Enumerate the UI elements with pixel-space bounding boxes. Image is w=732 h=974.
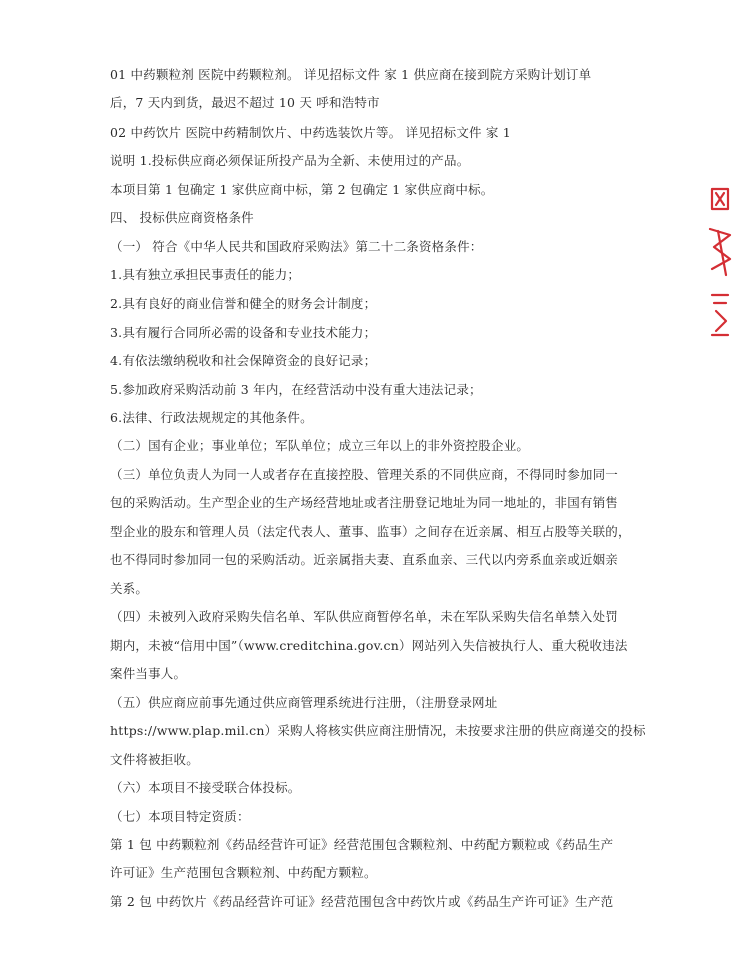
text-line: 5.参加政府采购活动前 3 年内，在经营活动中没有重大违法记录； xyxy=(110,382,482,397)
text-line: 期内，未被“信用中国”（www.creditchina.gov.cn）网站列入失信被执行人、重大税收违法 xyxy=(110,638,628,653)
text-line: 6.法律、行政法规规定的其他条件。 xyxy=(110,410,313,425)
section-heading: 四、 投标供应商资格条件 xyxy=(110,210,254,225)
seal-stamp-icon xyxy=(706,175,732,345)
text-line: 说明 1.投标供应商必须保证所投产品为全新、未使用过的产品。 xyxy=(110,153,470,168)
text-line: （二）国有企业；事业单位；军队单位；成立三年以上的非外资控股企业。 xyxy=(110,438,530,453)
text-line: （七）本项目特定资质： xyxy=(110,809,250,824)
text-line: 也不得同时参加同一包的采购活动。近亲属指夫妻、直系血亲、三代以内旁系血亲或近姻亲 xyxy=(110,552,619,567)
text-line: 关系。 xyxy=(110,581,149,596)
text-line: 本项目第 1 包确定 1 家供应商中标，第 2 包确定 1 家供应商中标。 xyxy=(110,182,494,197)
text-line: https://www.plap.mil.cn）采购人将核实供应商注册情况，未按要求注册的供应商递交的投标 xyxy=(110,723,646,738)
text-line: 案件当事人。 xyxy=(110,666,187,681)
text-line: 包的采购活动。生产型企业的生产场经营地址或者注册登记地址为同一地址的，非国有销售 xyxy=(110,495,619,510)
text-line: 第 2 包 中药饮片《药品经营许可证》经营范围包含中药饮片或《药品生产许可证》生产范 xyxy=(110,894,614,909)
text-line: （六）本项目不接受联合体投标。 xyxy=(110,780,301,795)
text-line: 2.具有良好的商业信誉和健全的财务会计制度； xyxy=(110,296,377,311)
text-line: 1.具有独立承担民事责任的能力； xyxy=(110,267,301,282)
text-line: 文件将被拒收。 xyxy=(110,752,199,767)
text-line: （三）单位负责人为同一人或者存在直接控股、管理关系的不同供应商，不得同时参加同一 xyxy=(110,467,619,482)
text-line: 01 中药颗粒剂 医院中药颗粒剂。 详见招标文件 家 1 供应商在接到院方采购计划订单 xyxy=(110,67,592,82)
text-line: 02 中药饮片 医院中药精制饮片、中药选装饮片等。 详见招标文件 家 1 xyxy=(110,125,511,140)
text-line: 型企业的股东和管理人员（法定代表人、董事、监事）之间存在近亲属、相互占股等关联的， xyxy=(110,524,631,539)
text-line: 许可证》生产范围包含颗粒剂、中药配方颗粒。 xyxy=(110,865,377,880)
text-line: （四）未被列入政府采购失信名单、军队供应商暂停名单，未在军队采购失信名单禁入处罚 xyxy=(110,609,619,624)
text-line: （一） 符合《中华人民共和国政府采购法》第二十二条资格条件： xyxy=(110,239,483,254)
text-line: 3.具有履行合同所必需的设备和专业技术能力； xyxy=(110,325,377,340)
text-line: 4.有依法缴纳税收和社会保障资金的良好记录； xyxy=(110,353,377,368)
text-line: 第 1 包 中药颗粒剂《药品经营许可证》经营范围包含颗粒剂、中药配方颗粒或《药品生产 xyxy=(110,837,614,852)
text-line: （五）供应商应前事先通过供应商管理系统进行注册，（注册登录网址 xyxy=(110,695,498,710)
text-line: 后，7 天内到货，最迟不超过 10 天 呼和浩特市 xyxy=(110,95,380,110)
